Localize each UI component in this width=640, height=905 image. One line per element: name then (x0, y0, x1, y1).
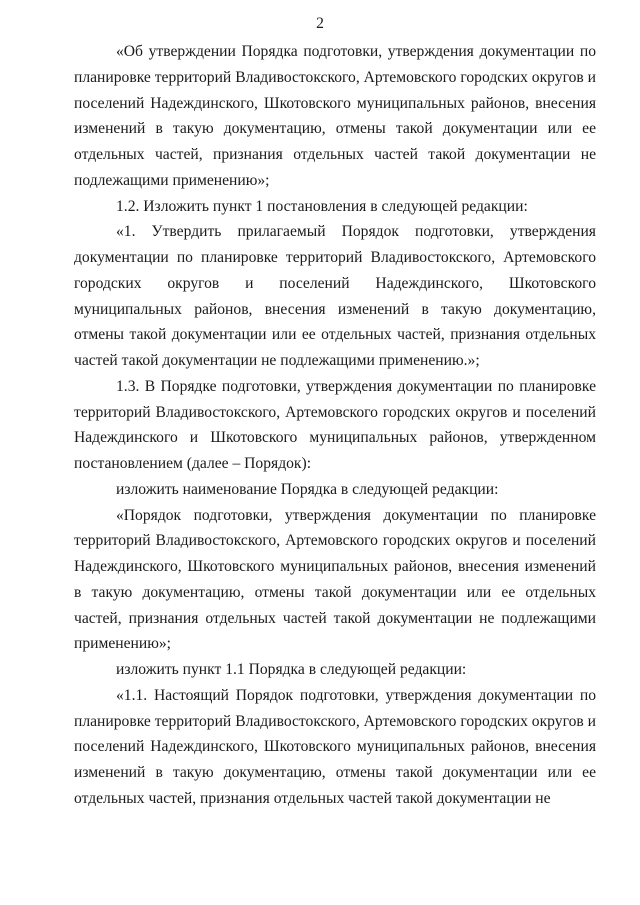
paragraph-1-1-text: «1.1. Настоящий Порядок подготовки, утверждения документации по планировке территорий Владивостокского, Артемовского городских округов и поселений Надеждинского, Шкотовского муниципальных районов, внесения изменений в такую документацию, отмены такой документации или ее отдельных частей, признания отдельных частей такой документации не (74, 686, 596, 807)
paragraph-restate-1-1: изложить пункт 1.1 Порядка в следующей редакции: (116, 661, 467, 678)
paragraph-order-title: «Порядок подготовки, утверждения документации по планировке территорий Владивостокского, Артемовского городских округов и поселений Надеждинского, Шкотовского муниципальных районов, внесения изменений в такую документацию, отмены такой документации или ее отдельных частей, признания отдельных частей такой документации не подлежащими применению»; (74, 506, 596, 653)
document-body (74, 39, 596, 812)
paragraph-title-quote: «Об утверждении Порядка подготовки, утверждения документации по планировке территорий Владивостокского, Артемовского городских округов и поселений Надеждинского, Шкотовского муниципальных районов, внесения изменений в такую документацию, отмены такой документации или ее отдельных частей, признания отдельных частей такой документации не подлежащими применению»; (74, 43, 596, 189)
paragraph-1-2: 1.2. Изложить пункт 1 постановления в следующей редакции: (116, 197, 528, 215)
paragraph-approve-order: «1. Утвердить прилагаемый Порядок подготовки, утверждения документации по планировке территорий Владивостокского, Артемовского городских округов и поселений Надеждинского, Шкотовского муниципальных районов, внесения изменений в такую документацию, отмены такой документации или ее отдельных частей, признания отдельных частей такой документации не подлежащими применению.»; (74, 223, 596, 369)
paragraph-1-3: 1.3. В Порядке подготовки, утверждения документации по планировке территорий Владивостокского, Артемовского городских округов и поселений Надеждинского и Шкотовского муниципальных районов, утвержденном постановлением (далее – Порядок): (74, 377, 596, 472)
paragraph-rename-order: изложить наименование Порядка в следующей редакции: (116, 480, 499, 498)
page-number: 2 (316, 15, 324, 32)
